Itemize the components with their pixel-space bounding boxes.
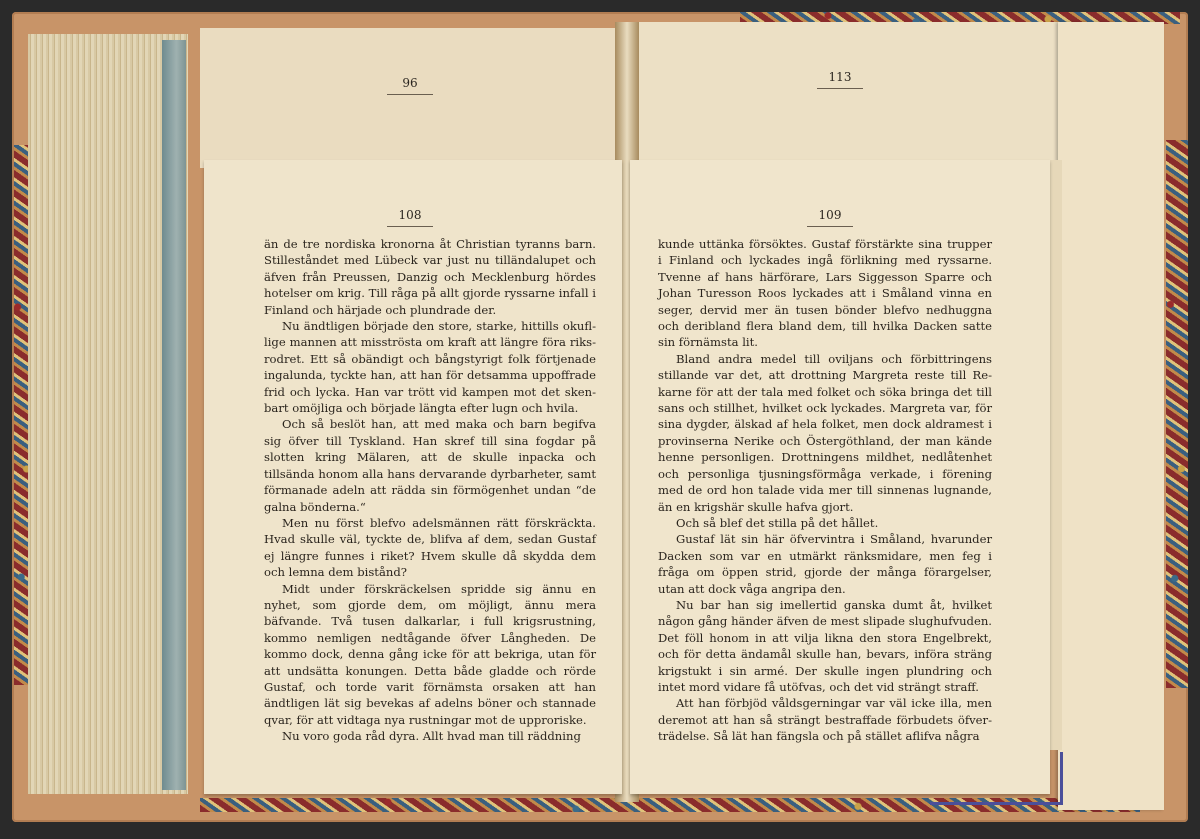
page-number-left: 108	[380, 208, 440, 227]
page-left	[204, 160, 622, 794]
flyleaf-edge	[1048, 160, 1062, 750]
paragraph: Gustaf lät sin här öfvervintra i Småland, hvarunder Dacken som var en utmärkt ränksmidare, men feg i fråga om öppen strid, gjorde der många förargelser, utan att dock våga angripa den.	[658, 532, 992, 596]
paragraph: Men nu först blefvo adelsmännen rätt förskräckta. Hvad skulle väl, tyckte de, blifva af dem, sedan Gustaf ej längre funnes i riket? Hvem skulle då skydda dem och lemna dem bistånd?	[264, 515, 596, 580]
back-page-left	[200, 28, 620, 168]
paragraph: Nu voro goda råd dyra. Allt hvad man till räddning	[282, 729, 581, 744]
back-page-number-left: 96	[380, 76, 440, 95]
paragraph: Att han förbjöd våldsgerningar var väl icke illa, men deremot att han så strängt bestraffade förbudets öfverträdelse. Så lät han fängsla och på stället aflifva några	[658, 696, 992, 744]
flyleaf	[1058, 22, 1164, 810]
paragraph: Bland andra medel till oviljans och förbittringens stillande var det, att drottning Margreta reste till Rekarne för att der tala med folket och söka bringa det till sans och stillhet, hvilket ock lyckades. Margreta var, för sina dygder, älskad af hela folket, men dock aldramest i provinserna Nerike och Östergöthland, der man kände henne personligen. Drottningens mildhet, nedlåtenhet och personliga tjusningsförmåga verkade, i förening med de ord hon talade vida mer till sinnenas lugnande, än en krigshär skulle hafva gjort.	[658, 351, 992, 514]
back-page-right	[632, 22, 1062, 167]
inserted-sheet-edge	[162, 40, 186, 790]
page-text-right	[658, 236, 992, 745]
paragraph: kunde uttänka försöktes. Gustaf förstärkte sina trupper i Finland och lyckades ingå förlikning med ryssarne. Tvenne af hans härförare, Lars Siggesson Sparre och Johan Turesson Roos lyckades att i Småland vinna en seger, dervid mer än tusen bönder blefvo nedhuggna och deribland flera bland dem, till hvilka Dacken satte sin förnämsta lit.	[658, 237, 992, 350]
paragraph: Och så blef det stilla på det hållet.	[676, 515, 879, 530]
page-number-right: 109	[800, 208, 860, 227]
paragraph: Nu ändtligen började den store, starke, hittills okufllige mannen att misströsta om kraft att längre föra riksrodret. Ett så obändigt och bångstyrigt folk förtjenade ingalunda, tyckte han, att han för detsamma uppoffrade frid och lycka. Han var trött vid kampen mot det skenbart omöjliga och började längta efter lugn och hvila.	[264, 319, 596, 416]
paragraph: än de tre nordiska kronorna åt Christian tyranns barn. Stilleståndet med Lübeck var just nu tilländalupet och äfven från Preussen, Danzig och Mecklenburg hördes hotelser om krig. Till råga på allt gjorde ryssarne infall i Finland och härjade och plundrade der.	[264, 237, 596, 317]
paragraph: Midt under förskräckelsen spridde sig ännu en nyhet, som gjorde dem, om möjligt, ännu mera bäfvande. Två tusen dalkarlar, i full krigsrustning, kommo nemligen nedtågande öfver Långheden. De kommo dock, denna gång icke för att bekriga, utan för att undsätta konungen. Detta både gladde och rörde Gustaf, och torde varit förnämsta orsaken att han ändtligen lät sig bevekas af adelns böner och stannade qvar, för att vidtaga nya rustningar mot de upproriske.	[264, 581, 596, 727]
marbled-endpaper-right	[1166, 140, 1188, 688]
paragraph: Och så beslöt han, att med maka och barn begifva sig öfver till Tyskland. Han skref till sina fogdar på slotten kring Mälaren, att de skulle inpacka och tillsända honom alla hans dervarande dyrbarheter, samt förmanade adeln att rädda sin förmögenhet undan “de galna bönderna.“	[264, 417, 596, 514]
paragraph: Nu bar han sig imellertid ganska dumt åt, hvilket någon gång händer äfven de mest slipade slughufvuden. Det föll honom in att vilja likna den stora Engelbrekt, och för detta ändamål skulle han, bevars, införa sträng krigstukt i sin armé. Der skulle ingen plundring och intet mord vidare få utöfvas, och det vid strängt straff.	[658, 597, 992, 694]
page-text-left	[264, 236, 596, 745]
page-right	[630, 160, 1050, 794]
back-page-number-right: 113	[810, 70, 870, 89]
